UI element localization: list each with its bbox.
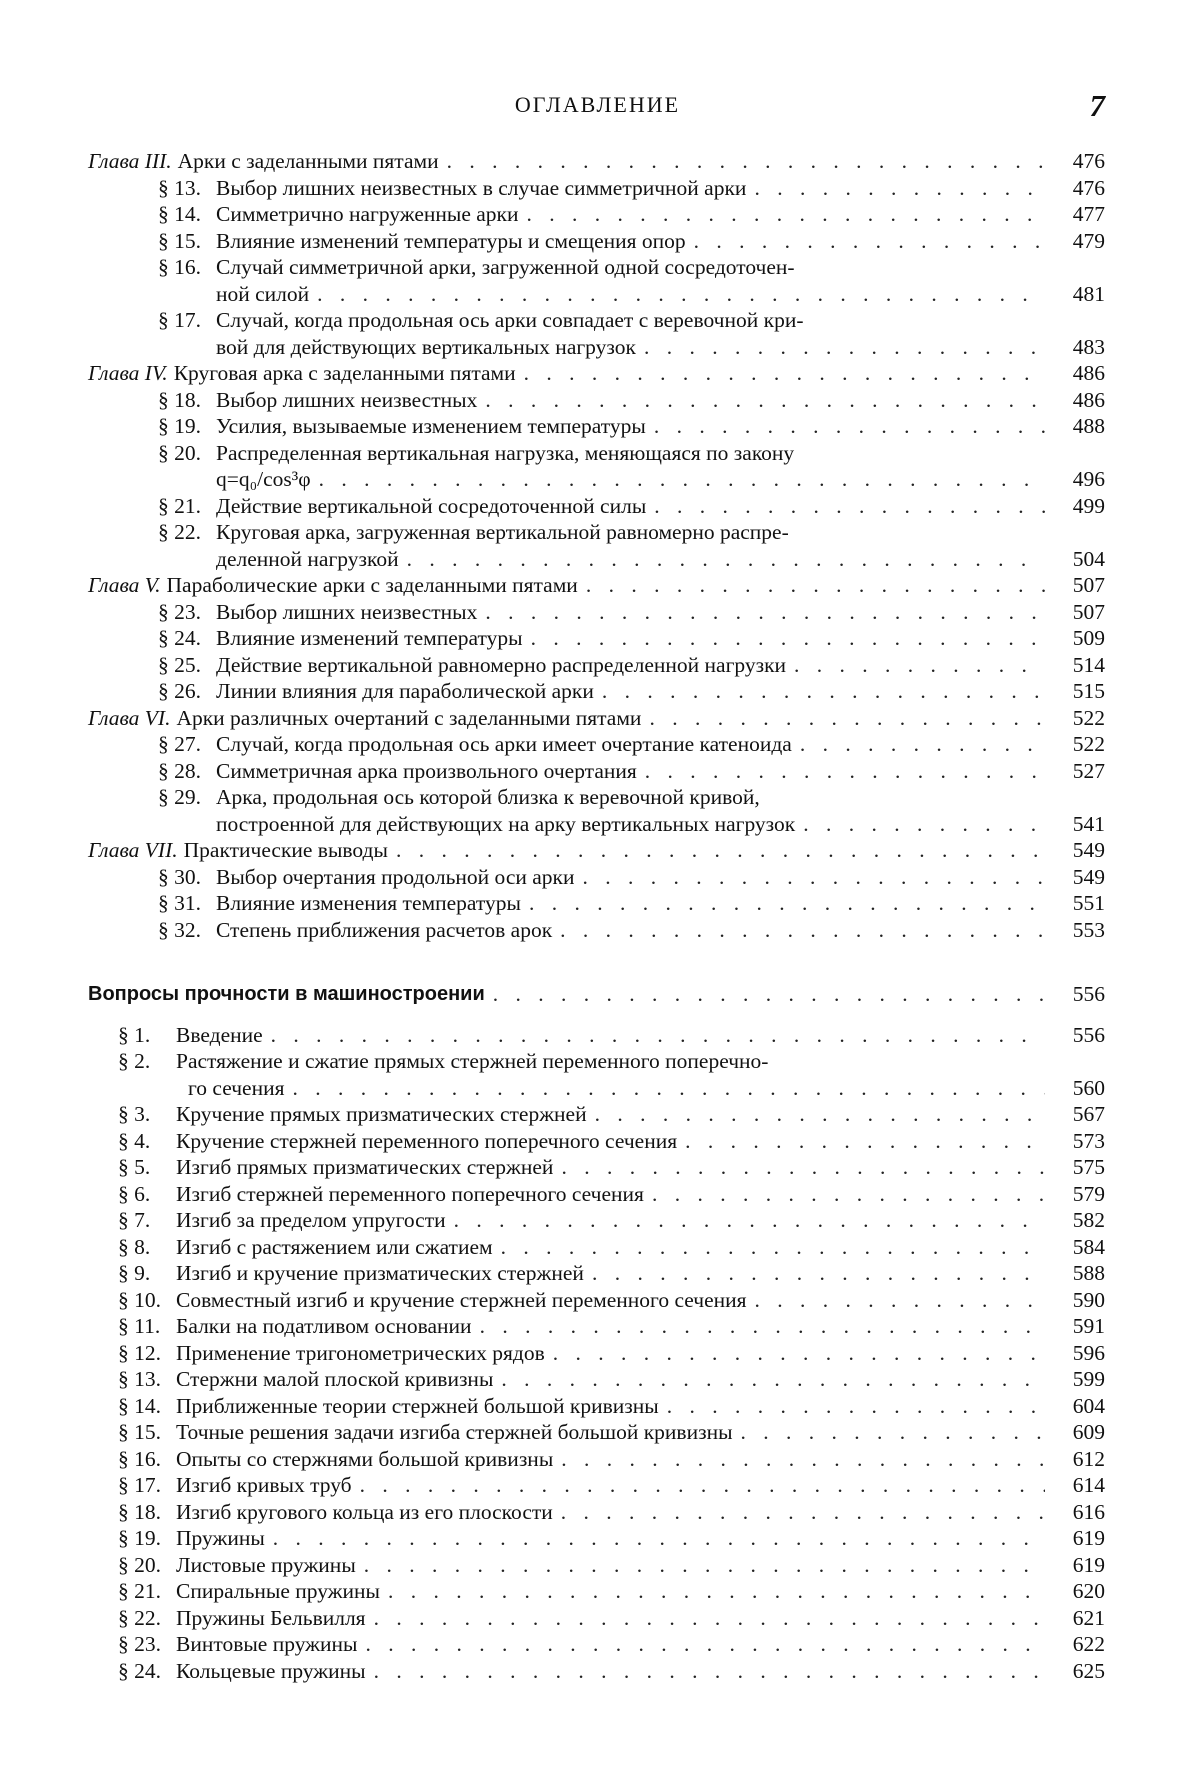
- entry-title: Кручение прямых призматических стержней: [176, 1102, 587, 1126]
- toc-entry: [88, 1022, 1105, 1049]
- dot-leader: [454, 1207, 1045, 1234]
- entry-number: § 18.: [158, 387, 201, 412]
- toc-entry: [88, 652, 1105, 679]
- dot-leader: [364, 1552, 1045, 1579]
- entry-page: 579: [1072, 1181, 1105, 1206]
- entry-number: § 8.: [118, 1234, 151, 1259]
- entry-number: § 22.: [118, 1605, 161, 1630]
- toc-entry-continuation: [88, 334, 1105, 361]
- entry-title: Выбор лишних неизвестных: [216, 387, 478, 412]
- entry-title-continued: ной силой: [216, 281, 310, 306]
- toc-entry-continuation: [88, 1075, 1105, 1102]
- dot-leader: [644, 334, 1045, 361]
- entry-title: Симметрично нагруженные арки: [216, 202, 519, 226]
- dot-leader: [755, 1287, 1045, 1314]
- entry-title: Круговая арка с заделанными пятами: [173, 361, 516, 385]
- entry-title-continued: деленной нагрузкой: [216, 546, 399, 571]
- page-number: 7: [1089, 88, 1105, 123]
- entry-number: § 26.: [158, 679, 201, 703]
- toc-entry: [88, 1419, 1105, 1446]
- toc-entry: [88, 1552, 1105, 1579]
- toc-entry: [88, 572, 1105, 599]
- entry-number: § 28.: [158, 758, 201, 783]
- toc-entry-continuation: [88, 811, 1105, 838]
- entry-page: 522: [1072, 732, 1105, 756]
- entry-title-continued: построенной для действующих на арку вертикальных нагрузок: [216, 811, 796, 836]
- toc-entry: [88, 731, 1105, 758]
- entry-title: Распределенная вертикальная нагрузка, меняющаяся по закону: [216, 440, 795, 465]
- entry-title: Выбор очертания продольной оси арки: [216, 864, 575, 889]
- entry-number: § 11.: [118, 1314, 161, 1338]
- entry-title: Практические выводы: [183, 838, 388, 862]
- toc-entry: [88, 1260, 1105, 1287]
- dot-leader: [595, 1101, 1045, 1128]
- dot-leader: [561, 1154, 1045, 1181]
- entry-page: 596: [1072, 1340, 1105, 1365]
- entry-title: Случай, когда продольная ось арки совпадает с веревочной кри-: [216, 308, 804, 332]
- dot-leader: [480, 1313, 1045, 1340]
- dot-leader: [654, 493, 1045, 520]
- dot-leader: [447, 148, 1045, 175]
- toc-entry: [88, 1393, 1105, 1420]
- entry-page: 507: [1072, 599, 1105, 624]
- toc-entry: [88, 228, 1105, 255]
- dot-leader: [396, 837, 1045, 864]
- dot-leader: [273, 1525, 1045, 1552]
- dot-leader: [292, 1075, 1045, 1102]
- entry-title: Изгиб за пределом упругости: [176, 1208, 446, 1232]
- toc-entry: [88, 440, 1105, 467]
- entry-page: 549: [1072, 864, 1105, 889]
- entry-number: § 14.: [158, 202, 201, 226]
- entry-title: Пружины: [176, 1526, 265, 1550]
- toc-entry: [88, 1181, 1105, 1208]
- dot-leader: [360, 1472, 1045, 1499]
- dot-leader: [527, 201, 1046, 228]
- entry-number: § 25.: [158, 652, 201, 677]
- dot-leader: [407, 546, 1045, 573]
- entry-number: § 15.: [118, 1420, 161, 1444]
- entry-title: Пружины Бельвилля: [176, 1605, 366, 1630]
- entry-page: 573: [1072, 1128, 1105, 1153]
- entry-title: Изгиб с растяжением или сжатием: [176, 1234, 493, 1259]
- entry-title: Симметричная арка произвольного очертания: [216, 758, 637, 783]
- entry-title: Листовые пружины: [176, 1552, 356, 1577]
- running-title: ОГЛАВЛЕНИЕ: [514, 92, 681, 117]
- entry-page: 620: [1072, 1579, 1105, 1603]
- dot-leader: [319, 466, 1045, 493]
- toc-entry: [88, 1101, 1105, 1128]
- entry-number: § 13.: [158, 175, 201, 200]
- toc-entry: [88, 1658, 1105, 1685]
- entry-page: 481: [1072, 281, 1105, 306]
- entry-number: § 16.: [118, 1446, 161, 1471]
- entry-number: § 22.: [158, 520, 201, 544]
- toc-entry: [88, 307, 1105, 334]
- entry-title: Балки на податливом основании: [176, 1314, 472, 1338]
- dot-leader: [754, 175, 1045, 202]
- entry-title: Кольцевые пружины: [176, 1658, 366, 1683]
- entry-title: Растяжение и сжатие прямых стержней переменного поперечно-: [176, 1049, 769, 1073]
- entry-number: Глава IV.: [88, 361, 168, 385]
- entry-page: 591: [1072, 1314, 1105, 1338]
- entry-number: § 23.: [118, 1632, 161, 1656]
- part-page: 556: [1072, 982, 1105, 1006]
- entry-number: § 12.: [118, 1340, 161, 1365]
- dot-leader: [529, 890, 1045, 917]
- entry-number: § 19.: [158, 414, 201, 438]
- entry-number: § 7.: [118, 1208, 151, 1232]
- entry-page: 616: [1072, 1499, 1105, 1524]
- dot-leader: [583, 864, 1045, 891]
- dot-leader: [485, 387, 1045, 414]
- entry-title: Выбор лишних неизвестных: [216, 599, 478, 624]
- entry-title-continued: го сечения: [188, 1075, 285, 1100]
- dot-leader: [271, 1022, 1045, 1049]
- toc-entry: [88, 1499, 1105, 1526]
- entry-number: § 29.: [158, 785, 201, 809]
- entry-number: Глава III.: [88, 149, 172, 173]
- entry-title: Усилия, вызываемые изменением температуры: [216, 414, 646, 438]
- entry-page: 590: [1072, 1287, 1105, 1312]
- toc-entry: [88, 387, 1105, 414]
- toc-entry: [88, 837, 1105, 864]
- entry-page: 499: [1072, 493, 1105, 518]
- toc-entry: [88, 1446, 1105, 1473]
- entry-title: Арка, продольная ось которой близка к веревочной кривой,: [216, 785, 760, 809]
- entry-page: 575: [1072, 1155, 1105, 1179]
- dot-leader: [388, 1578, 1045, 1605]
- entry-number: § 16.: [158, 255, 201, 279]
- toc-entry: [88, 599, 1105, 626]
- toc-entry: [88, 1366, 1105, 1393]
- entry-title: Влияние изменений температуры: [216, 626, 523, 650]
- entry-number: § 20.: [118, 1552, 161, 1577]
- entry-number: § 17.: [118, 1473, 161, 1497]
- dot-leader: [592, 1260, 1045, 1287]
- entry-page: 496: [1072, 467, 1105, 491]
- toc-entry: [88, 493, 1105, 520]
- dot-leader: [561, 1499, 1045, 1526]
- toc-entry: [88, 1472, 1105, 1499]
- dot-leader: [485, 599, 1045, 626]
- dot-leader: [317, 281, 1045, 308]
- entry-page: 625: [1072, 1658, 1105, 1683]
- entry-number: § 6.: [118, 1181, 151, 1206]
- dot-leader: [561, 1446, 1045, 1473]
- entry-page: 621: [1072, 1605, 1105, 1630]
- dot-leader: [803, 811, 1045, 838]
- dot-leader: [493, 981, 1045, 1008]
- dot-leader: [685, 1128, 1045, 1155]
- entry-number: Глава VI.: [88, 705, 171, 730]
- toc-entry: [88, 1340, 1105, 1367]
- entry-number: § 21.: [118, 1579, 161, 1603]
- dot-leader: [652, 1181, 1045, 1208]
- toc-entry: [88, 1605, 1105, 1632]
- entry-page: 527: [1072, 758, 1105, 783]
- entry-number: § 5.: [118, 1155, 151, 1179]
- entry-title: Приближенные теории стержней большой кривизны: [176, 1393, 659, 1418]
- entry-page: 588: [1072, 1261, 1105, 1285]
- entry-page: 509: [1072, 626, 1105, 650]
- entry-page: 486: [1072, 387, 1105, 412]
- toc-entry: [88, 917, 1105, 944]
- entry-page: 522: [1072, 705, 1105, 730]
- entry-title: Действие вертикальной сосредоточенной силы: [216, 493, 647, 518]
- toc-entry: [88, 678, 1105, 705]
- entry-page: 476: [1072, 175, 1105, 200]
- entry-title: Изгиб кругового кольца из его плоскости: [176, 1499, 553, 1524]
- entry-title: Влияние изменения температуры: [216, 891, 521, 915]
- dot-leader: [560, 917, 1045, 944]
- entry-page: 584: [1072, 1234, 1105, 1259]
- entry-number: § 17.: [158, 308, 201, 332]
- dot-leader: [645, 758, 1045, 785]
- entry-page: 619: [1072, 1526, 1105, 1550]
- page-header: [90, 88, 1105, 132]
- entry-number: § 10.: [118, 1287, 161, 1312]
- entry-title: Точные решения задачи изгиба стержней большой кривизны: [176, 1420, 733, 1444]
- entry-title: Опыты со стержнями большой кривизны: [176, 1446, 554, 1471]
- entry-title: Действие вертикальной равномерно распределенной нагрузки: [216, 652, 787, 677]
- toc-entry: [88, 1207, 1105, 1234]
- dot-leader: [667, 1393, 1045, 1420]
- toc-entry: [88, 360, 1105, 387]
- entry-number: § 24.: [118, 1658, 161, 1683]
- entry-page: 507: [1072, 573, 1105, 597]
- entry-page: 541: [1072, 811, 1105, 836]
- entry-title: Изгиб и кручение призматических стержней: [176, 1261, 584, 1285]
- entry-title: Спиральные пружины: [176, 1579, 380, 1603]
- entry-page: 599: [1072, 1367, 1105, 1391]
- table-of-contents: [88, 148, 1105, 1684]
- entry-page: 582: [1072, 1208, 1105, 1232]
- entry-page: 504: [1072, 546, 1105, 571]
- toc-entry: [88, 1578, 1105, 1605]
- entry-page: 514: [1072, 652, 1105, 677]
- entry-page: 515: [1072, 679, 1105, 703]
- entry-number: § 23.: [158, 599, 201, 624]
- entry-number: § 18.: [118, 1499, 161, 1524]
- dot-leader: [649, 705, 1045, 732]
- entry-page: 549: [1072, 838, 1105, 862]
- entry-number: § 19.: [118, 1526, 161, 1550]
- section-gap: [88, 1008, 1105, 1022]
- dot-leader: [794, 652, 1045, 679]
- entry-page: 476: [1072, 149, 1105, 173]
- section-gap: [88, 943, 1105, 981]
- entry-number: § 14.: [118, 1393, 161, 1418]
- entry-title: Изгиб кривых труб: [176, 1473, 352, 1497]
- entry-number: § 21.: [158, 493, 201, 518]
- toc-entry: [88, 148, 1105, 175]
- entry-title: Винтовые пружины: [176, 1632, 358, 1656]
- entry-page: 614: [1072, 1473, 1105, 1497]
- entry-number: § 3.: [118, 1102, 151, 1126]
- dot-leader: [741, 1419, 1045, 1446]
- dot-leader: [501, 1366, 1045, 1393]
- toc-entry: [88, 864, 1105, 891]
- dot-leader: [654, 413, 1045, 440]
- toc-entry: [88, 1525, 1105, 1552]
- dot-leader: [586, 572, 1045, 599]
- entry-title-continued: q=q₀/cos³φ: [216, 467, 311, 491]
- entry-page: 477: [1072, 202, 1105, 226]
- toc-entry: [88, 1313, 1105, 1340]
- entry-number: § 20.: [158, 440, 201, 465]
- dot-leader: [365, 1631, 1045, 1658]
- entry-page: 622: [1072, 1632, 1105, 1656]
- dot-leader: [374, 1605, 1045, 1632]
- entry-page: 553: [1072, 917, 1105, 942]
- entry-number: Глава V.: [88, 573, 161, 597]
- toc-entry: [88, 1631, 1105, 1658]
- dot-leader: [524, 360, 1045, 387]
- toc-entry: [88, 1128, 1105, 1155]
- entry-title: Кручение стержней переменного поперечного сечения: [176, 1128, 678, 1153]
- entry-number: § 4.: [118, 1128, 151, 1153]
- entry-number: § 31.: [158, 891, 201, 915]
- dot-leader: [800, 731, 1045, 758]
- entry-number: Глава VII.: [88, 838, 178, 862]
- entry-number: § 9.: [118, 1261, 151, 1285]
- entry-title: Выбор лишних неизвестных в случае симметричной арки: [216, 175, 747, 200]
- entry-page: 609: [1072, 1420, 1105, 1444]
- entry-title: Арки с заделанными пятами: [177, 149, 439, 173]
- dot-leader: [553, 1340, 1045, 1367]
- part-title: Вопросы прочности в машиностроении: [88, 983, 485, 1005]
- entry-title-continued: вой для действующих вертикальных нагрузок: [216, 334, 636, 359]
- toc-entry: [88, 625, 1105, 652]
- entry-number: § 27.: [158, 732, 201, 756]
- entry-number: § 15.: [158, 228, 201, 253]
- toc-entry: [88, 705, 1105, 732]
- entry-title: Круговая арка, загруженная вертикальной равномерно распре-: [216, 520, 789, 544]
- entry-title: Степень приближения расчетов арок: [216, 917, 553, 942]
- toc-entry-continuation: [88, 281, 1105, 308]
- toc-entry: [88, 175, 1105, 202]
- entry-title: Случай, когда продольная ось арки имеет очертание катеноида: [216, 732, 792, 756]
- entry-title: Совместный изгиб и кручение стержней переменного сечения: [176, 1287, 747, 1312]
- entry-page: 551: [1072, 891, 1105, 915]
- entry-page: 479: [1072, 228, 1105, 253]
- entry-title: Стержни малой плоской кривизны: [176, 1367, 494, 1391]
- entry-number: § 30.: [158, 864, 201, 889]
- toc-entry: [88, 254, 1105, 281]
- dot-leader: [531, 625, 1045, 652]
- toc-entry: [88, 413, 1105, 440]
- toc-entry: [88, 890, 1105, 917]
- toc-entry: [88, 201, 1105, 228]
- dot-leader: [374, 1658, 1045, 1685]
- dot-leader: [501, 1234, 1045, 1261]
- entry-page: 619: [1072, 1552, 1105, 1577]
- entry-page: 488: [1072, 414, 1105, 438]
- entry-title: Применение тригонометрических рядов: [176, 1340, 545, 1365]
- part-heading: [88, 981, 1105, 1008]
- dot-leader: [602, 678, 1045, 705]
- entry-number: § 32.: [158, 917, 201, 942]
- toc-entry: [88, 519, 1105, 546]
- entry-page: 486: [1072, 361, 1105, 385]
- toc-entry: [88, 1048, 1105, 1075]
- entry-number: § 24.: [158, 626, 201, 650]
- entry-title: Параболические арки с заделанными пятами: [166, 573, 578, 597]
- entry-title: Влияние изменений температуры и смещения опор: [216, 228, 686, 253]
- entry-page: 483: [1072, 334, 1105, 359]
- entry-page: 612: [1072, 1446, 1105, 1471]
- entry-title: Случай симметричной арки, загруженной одной сосредоточен-: [216, 255, 795, 279]
- toc-entry-continuation: [88, 466, 1105, 493]
- toc-entry: [88, 1287, 1105, 1314]
- entry-page: 604: [1072, 1393, 1105, 1418]
- toc-entry: [88, 758, 1105, 785]
- entry-page: 556: [1072, 1022, 1105, 1047]
- entry-number: § 13.: [118, 1367, 161, 1391]
- entry-page: 567: [1072, 1102, 1105, 1126]
- entry-title: Введение: [176, 1022, 263, 1047]
- entry-title: Арки различных очертаний с заделанными пятами: [176, 705, 642, 730]
- entry-title: Линии влияния для параболической арки: [216, 679, 594, 703]
- toc-entry: [88, 1154, 1105, 1181]
- entry-title: Изгиб прямых призматических стержней: [176, 1155, 554, 1179]
- entry-number: § 1.: [118, 1022, 151, 1047]
- entry-title: Изгиб стержней переменного поперечного сечения: [176, 1181, 644, 1206]
- toc-entry-continuation: [88, 546, 1105, 573]
- toc-entry: [88, 1234, 1105, 1261]
- dot-leader: [694, 228, 1045, 255]
- entry-number: § 2.: [118, 1049, 151, 1073]
- toc-entry: [88, 784, 1105, 811]
- entry-page: 560: [1072, 1075, 1105, 1100]
